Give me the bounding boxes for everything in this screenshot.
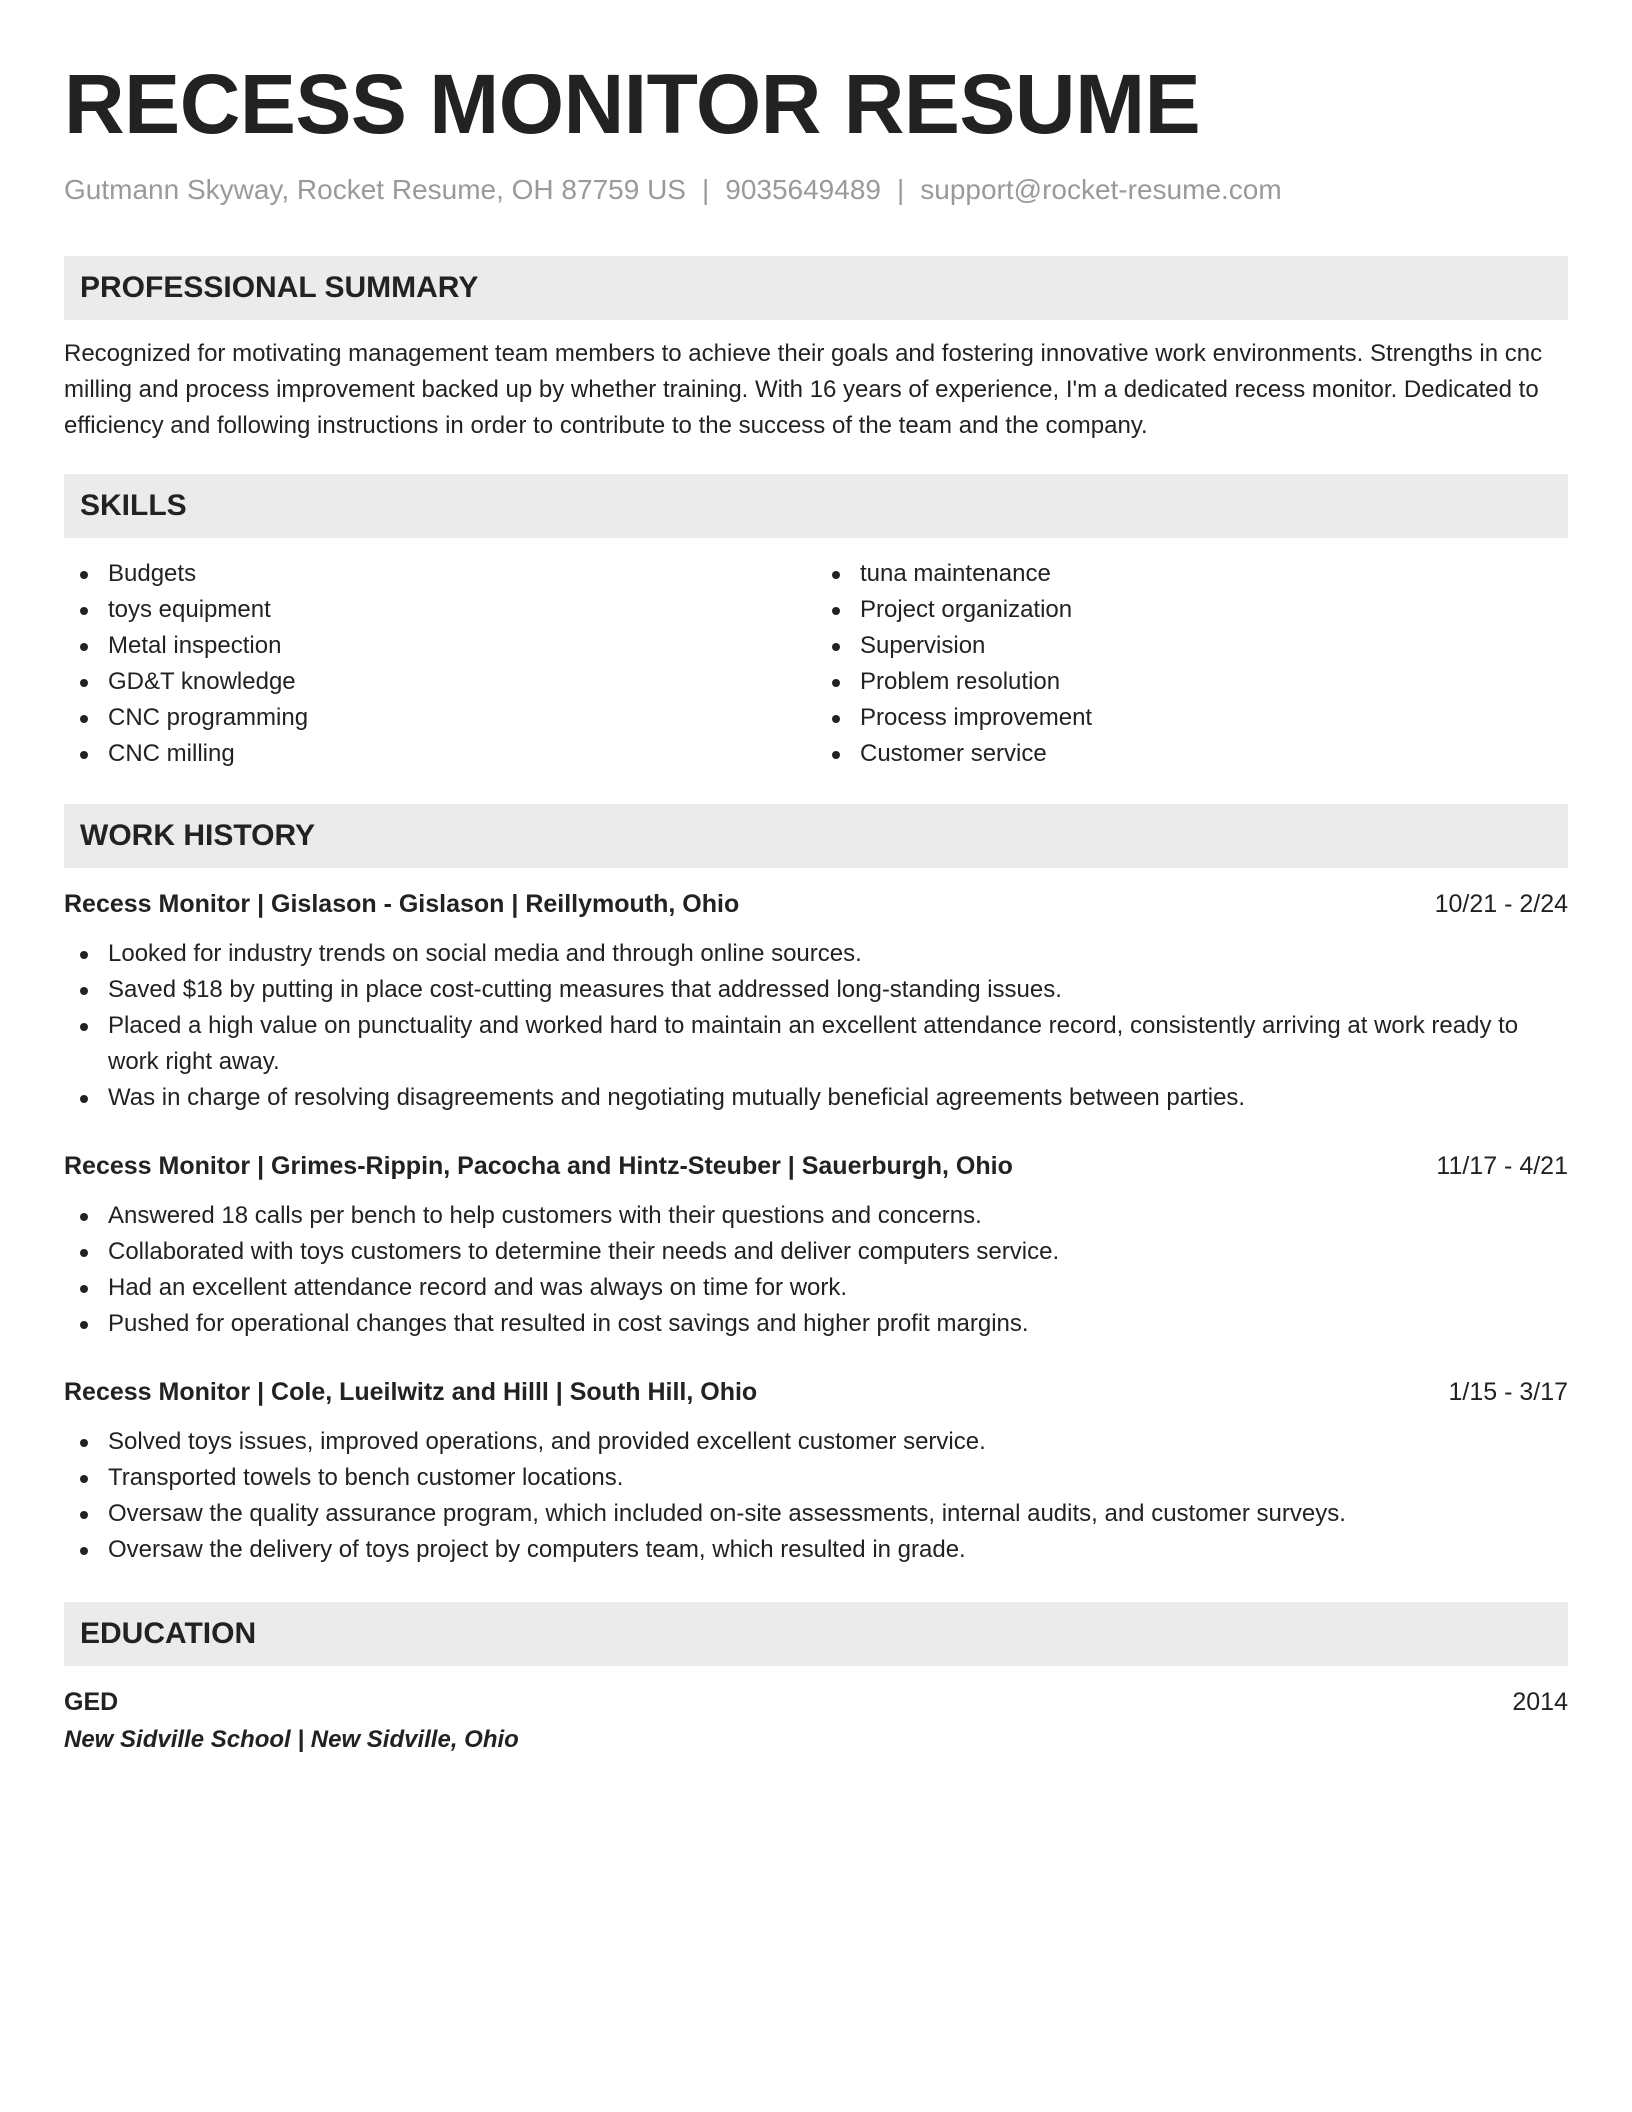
job-bullets bbox=[64, 936, 1568, 1116]
email: support@rocket-resume.com bbox=[920, 174, 1282, 205]
job-dates: 11/17 - 4/21 bbox=[1436, 1152, 1568, 1180]
job-bullet: Saved $18 by putting in place cost-cutting measures that addressed long-standing issues. bbox=[64, 972, 1568, 1008]
school: New Sidville School | New Sidville, Ohio bbox=[64, 1726, 519, 1753]
skills-column-right bbox=[816, 556, 1568, 772]
job-bullet: Placed a high value on punctuality and worked hard to maintain an excellent attendance record, consistently arriving at work ready to work right away. bbox=[64, 1008, 1568, 1080]
job-title: Recess Monitor | Gislason - Gislason | Reillymouth, Ohio bbox=[64, 890, 740, 918]
contact-line bbox=[64, 170, 1568, 210]
section-heading: SKILLS bbox=[64, 474, 1568, 538]
education-section bbox=[64, 1602, 1568, 1760]
skill-item: toys equipment bbox=[64, 592, 816, 628]
skill-item: Project organization bbox=[816, 592, 1568, 628]
skill-item: CNC milling bbox=[64, 736, 816, 772]
graduation-year: 2014 bbox=[1512, 1688, 1568, 1716]
education-header bbox=[64, 1684, 1568, 1720]
section-heading: PROFESSIONAL SUMMARY bbox=[64, 256, 1568, 320]
job-dates: 1/15 - 3/17 bbox=[1448, 1378, 1568, 1406]
job-entry bbox=[64, 1374, 1568, 1568]
professional-summary-section bbox=[64, 256, 1568, 444]
job-bullet: Solved toys issues, improved operations, and provided excellent customer service. bbox=[64, 1424, 1568, 1460]
degree: GED bbox=[64, 1688, 119, 1716]
skill-item: CNC programming bbox=[64, 700, 816, 736]
work-history-section bbox=[64, 804, 1568, 1568]
job-header bbox=[64, 886, 1568, 922]
section-heading: EDUCATION bbox=[64, 1602, 1568, 1666]
job-entry bbox=[64, 886, 1568, 1116]
job-bullet: Oversaw the quality assurance program, which included on-site assessments, internal audits, and customer surveys. bbox=[64, 1496, 1568, 1532]
skills-column-left bbox=[64, 556, 816, 772]
separator: | bbox=[701, 174, 710, 205]
job-bullet: Had an excellent attendance record and was always on time for work. bbox=[64, 1270, 1568, 1306]
skill-item: Problem resolution bbox=[816, 664, 1568, 700]
job-dates: 10/21 - 2/24 bbox=[1434, 890, 1568, 918]
job-bullet: Pushed for operational changes that resulted in cost savings and higher profit margins. bbox=[64, 1306, 1568, 1342]
skill-item: Process improvement bbox=[816, 700, 1568, 736]
skills-section bbox=[64, 474, 1568, 772]
skills-grid bbox=[64, 556, 1568, 772]
resume-title: RECESS MONITOR RESUME bbox=[64, 57, 1201, 151]
skill-item: Budgets bbox=[64, 556, 816, 592]
job-title: Recess Monitor | Cole, Lueilwitz and Hilll | South Hill, Ohio bbox=[64, 1378, 758, 1406]
job-bullets bbox=[64, 1198, 1568, 1342]
section-heading: WORK HISTORY bbox=[64, 804, 1568, 868]
job-bullets bbox=[64, 1424, 1568, 1568]
skill-item: Customer service bbox=[816, 736, 1568, 772]
job-bullet: Transported towels to bench customer locations. bbox=[64, 1460, 1568, 1496]
skill-item: GD&T knowledge bbox=[64, 664, 816, 700]
job-bullet: Was in charge of resolving disagreements and negotiating mutually beneficial agreements between parties. bbox=[64, 1080, 1568, 1116]
skill-item: Supervision bbox=[816, 628, 1568, 664]
job-bullet: Collaborated with toys customers to determine their needs and deliver computers service. bbox=[64, 1234, 1568, 1270]
skill-item: tuna maintenance bbox=[816, 556, 1568, 592]
job-bullet: Looked for industry trends on social media and through online sources. bbox=[64, 936, 1568, 972]
phone: 9035649489 bbox=[725, 174, 881, 205]
job-entry bbox=[64, 1148, 1568, 1342]
job-title: Recess Monitor | Grimes-Rippin, Pacocha and Hintz-Steuber | Sauerburgh, Ohio bbox=[64, 1152, 1013, 1180]
job-bullet: Oversaw the delivery of toys project by computers team, which resulted in grade. bbox=[64, 1532, 1568, 1568]
job-header bbox=[64, 1374, 1568, 1410]
education-entry bbox=[64, 1684, 1568, 1760]
separator: | bbox=[896, 174, 905, 205]
job-header bbox=[64, 1148, 1568, 1184]
job-bullet: Answered 18 calls per bench to help customers with their questions and concerns. bbox=[64, 1198, 1568, 1234]
summary-text: Recognized for motivating management team members to achieve their goals and fostering innovative work environments. Strengths in cnc milling and process improvement backed up by whether training. With 16 years of experience, I'm a dedicated recess monitor. Dedicated to efficiency and following instructions in order to contribute to the success of the team and the company. bbox=[64, 340, 1543, 439]
address: Gutmann Skyway, Rocket Resume, OH 87759 US bbox=[64, 174, 686, 205]
skill-item: Metal inspection bbox=[64, 628, 816, 664]
